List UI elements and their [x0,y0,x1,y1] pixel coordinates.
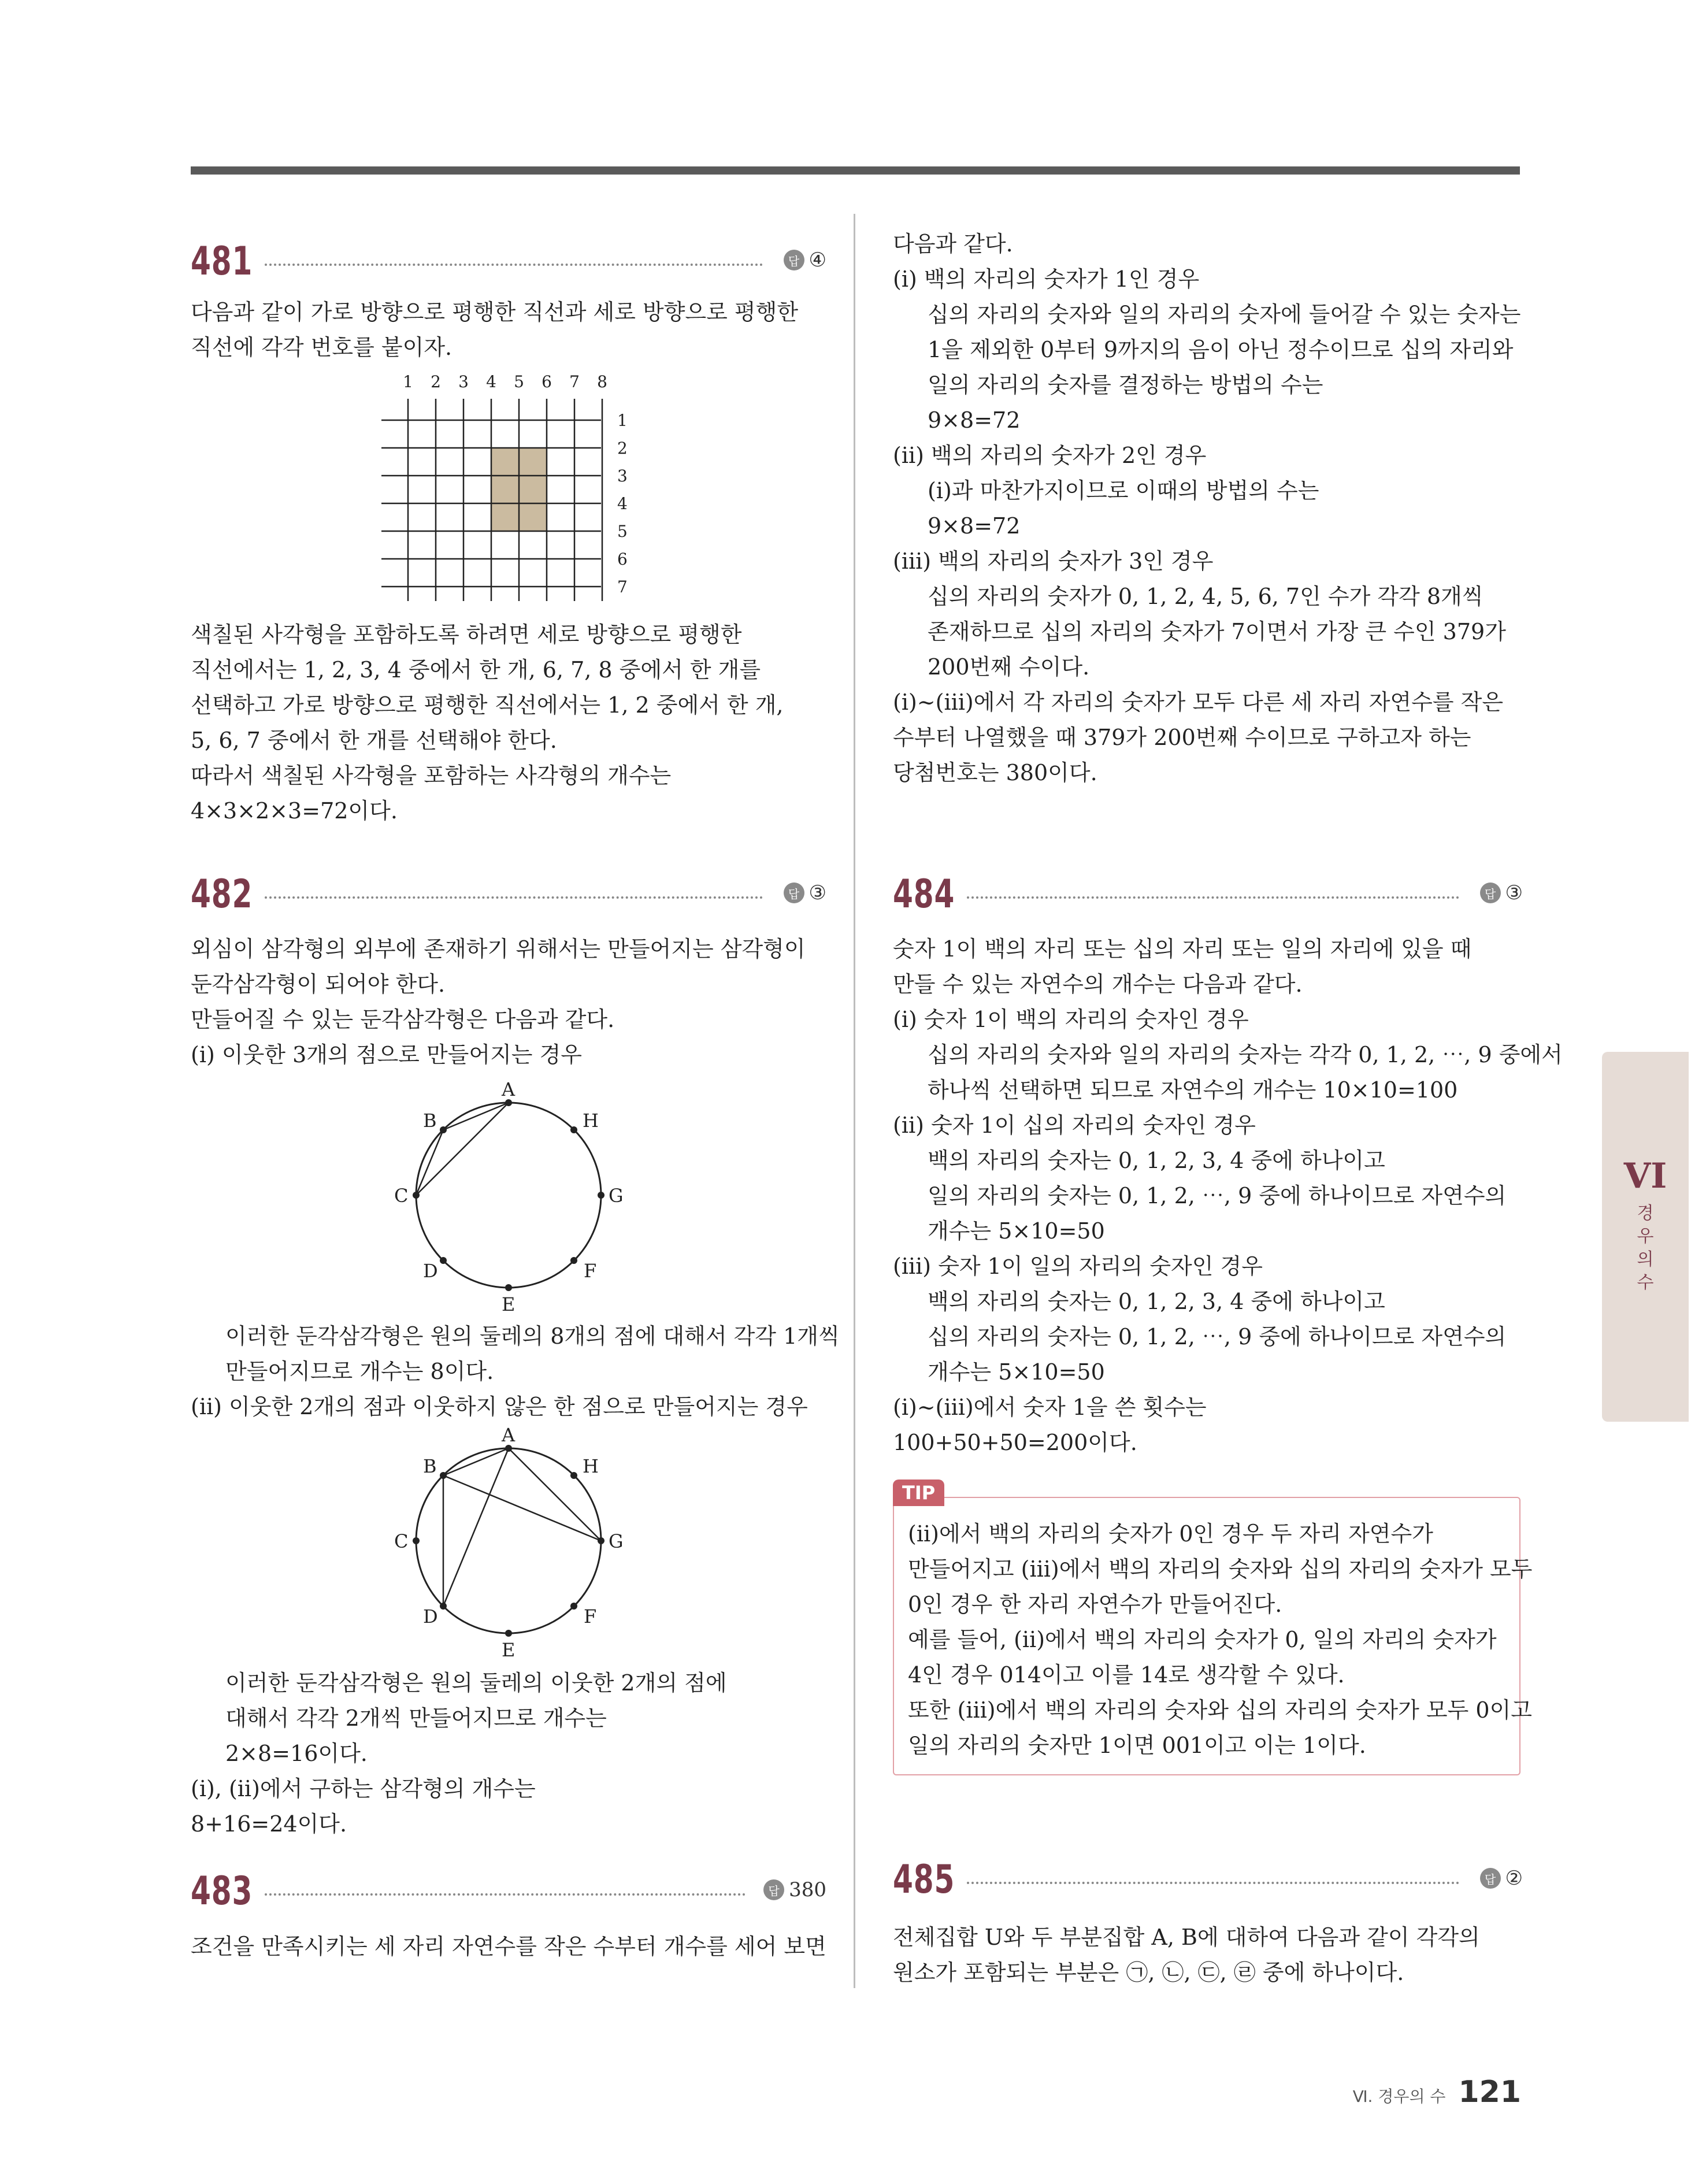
leader-dots [265,1893,746,1896]
problem-number: 481 [191,239,253,284]
problem-481-body [191,617,826,829]
text-line: 8+16=24이다. [191,1811,347,1837]
problem-482 [191,869,826,926]
text-line: 조건을 만족시키는 세 자리 자연수를 작은 수부터 개수를 세어 보면 [191,1934,826,1959]
problem-header [191,236,826,294]
problem-484 [893,869,1523,926]
text-line: (ⅲ) 백의 자리의 숫자가 3인 경우 [893,548,1214,574]
problem-483 [191,1866,826,1923]
text-line: 일의 자리의 숫자를 결정하는 방법의 수는 [928,372,1323,398]
text-line: 직선에 각각 번호를 붙이자. [191,335,453,360]
problem-number: 482 [191,872,253,917]
text-line: 개수는 5×10=50 [928,1359,1105,1385]
circle-figure-case2 [381,1426,647,1663]
text-line: 백의 자리의 숫자는 0, 1, 2, 3, 4 중에 하나이고 [928,1289,1385,1314]
problem-485-body [893,1920,1523,1990]
text-line: (ⅰ)과 마찬가지이므로 이때의 방법의 수는 [928,478,1319,503]
point-label: A [502,1426,515,1446]
text-line: 숫자 1이 백의 자리 또는 십의 자리 또는 일의 자리에 있을 때 [893,936,1472,962]
answer-badge: 답 [784,883,804,903]
problem-number: 484 [893,872,955,917]
point-label: H [583,1455,599,1477]
row-label: 7 [617,577,628,596]
text-line: (ⅰ) 이웃한 3개의 점으로 만들어지는 경우 [191,1042,582,1067]
chapter-roman: VI [1623,1156,1667,1196]
point-label: A [502,1081,515,1100]
text-line: 만들어질 수 있는 둔각삼각형은 다음과 같다. [191,1007,615,1032]
text-line: (ⅲ) 숫자 1이 일의 자리의 숫자인 경우 [893,1254,1263,1279]
col-label: 5 [514,372,524,391]
text-line: (ⅰ)~(ⅲ)에서 각 자리의 숫자가 모두 다른 세 자리 자연수를 작은 [893,689,1504,715]
row-label: 2 [617,439,628,458]
col-label: 8 [597,372,607,391]
point-label: F [584,1605,597,1627]
text-line: 십의 자리의 숫자와 일의 자리의 숫자는 각각 0, 1, 2, ⋯, 9 중에서 [928,1042,1563,1067]
text-line: 외심이 삼각형의 외부에 존재하기 위해서는 만들어지는 삼각형이 [191,936,806,962]
answer-badge: 답 [1480,1868,1501,1889]
chapter-title-vertical [1602,1202,1689,1295]
page-number: 121 [1458,2075,1521,2109]
text-line: 원소가 포함되는 부분은 ㉠, ㉡, ㉢, ㉣ 중에 하나이다. [893,1960,1404,1985]
point-label: D [423,1260,438,1282]
text-line: (ⅰ), (ⅱ)에서 구하는 삼각형의 개수는 [191,1776,536,1801]
problem-header [191,869,826,926]
answer [1480,881,1523,904]
tip-label: TIP [893,1480,944,1506]
text-line: 수부터 나열했을 때 379가 200번째 수이므로 구하고자 하는 [893,725,1471,750]
point-label: H [583,1110,599,1132]
text-line: (ⅰ) 숫자 1이 백의 자리의 숫자인 경우 [893,1007,1249,1032]
col-label: 2 [431,372,441,391]
tip-line: 또한 (ⅲ)에서 백의 자리의 숫자와 십의 자리의 숫자가 모두 0이고 [908,1697,1532,1723]
text-line: 따라서 색칠된 사각형을 포함하는 사각형의 개수는 [191,763,672,788]
footer-section: Ⅵ. 경우의 수 [1352,2087,1446,2106]
col-label: 7 [569,372,580,391]
col-label: 1 [403,372,413,391]
col-label: 4 [486,372,496,391]
tip-line: 0인 경우 한 자리 자연수가 만들어진다. [908,1592,1282,1617]
point-label: D [423,1605,438,1627]
text-line: 당첨번호는 380이다. [893,760,1097,785]
row-label: 3 [617,466,628,485]
col-label: 3 [458,372,469,391]
row-label: 4 [617,494,628,513]
text-line: 색칠된 사각형을 포함하도록 하려면 세로 방향으로 평행한 [191,622,742,647]
point-label: G [609,1185,624,1207]
text-line: 100+50+50=200이다. [893,1430,1137,1455]
text-line: (ⅱ) 이웃한 2개의 점과 이웃하지 않은 한 점으로 만들어지는 경우 [191,1394,808,1419]
answer-badge: 답 [784,250,804,270]
answer-value: ③ [809,881,826,904]
text-line: 전체집합 U와 두 부분집합 A, B에 대하여 다음과 같이 각각의 [893,1925,1480,1950]
problem-483-intro [191,1929,826,1964]
text-line: 만들어지므로 개수는 8이다. [225,1359,494,1384]
point-label: B [423,1110,437,1132]
problem-482-intro [191,932,826,1073]
point-label: B [423,1455,437,1477]
answer [763,1878,826,1901]
text-line: 십의 자리의 숫자는 0, 1, 2, ⋯, 9 중에 하나이므로 자연수의 [928,1324,1507,1349]
point-label: G [609,1530,624,1552]
text-line: 개수는 5×10=50 [928,1218,1105,1244]
point-label: C [394,1185,409,1207]
text-line: (ⅰ)~(ⅲ)에서 숫자 1을 쓴 횟수는 [893,1395,1207,1420]
text-line: 백의 자리의 숫자는 0, 1, 2, 3, 4 중에 하나이고 [928,1148,1385,1173]
top-rule [191,166,1520,175]
text-line: (ⅱ) 숫자 1이 십의 자리의 숫자인 경우 [893,1113,1256,1138]
text-line: 둔각삼각형이 되어야 한다. [191,972,446,997]
tip-box [893,1482,1533,1775]
row-label: 6 [617,550,628,569]
problem-482-case1 [191,1319,840,1425]
col-label: 6 [542,372,552,391]
point-label: E [502,1293,515,1315]
problem-481 [191,236,826,294]
chapter-char: 수 [1637,1273,1654,1293]
text-line: 일의 자리의 숫자는 0, 1, 2, ⋯, 9 중에 하나이므로 자연수의 [928,1183,1507,1208]
text-line: 9×8=72 [928,513,1021,539]
answer-value: ③ [1505,881,1523,904]
answer-value: 380 [789,1878,826,1901]
problem-481-intro [191,295,826,365]
leader-dots [967,896,1459,899]
leader-dots [967,1882,1459,1884]
text-line: 만들 수 있는 자연수의 개수는 다음과 같다. [893,972,1303,997]
answer-value: ② [1505,1867,1523,1890]
problem-485 [893,1854,1523,1912]
text-line: 4×3×2×3=72이다. [191,798,398,824]
text-line: 5, 6, 7 중에서 한 개를 선택해야 한다. [191,728,557,753]
text-line: 십의 자리의 숫자와 일의 자리의 숫자에 들어갈 수 있는 숫자는 [928,302,1521,327]
row-label: 1 [617,411,628,430]
answer-value: ④ [809,249,826,272]
tip-line: 일의 자리의 숫자만 1이면 001이고 이는 1이다. [908,1733,1366,1758]
point-label: E [502,1639,515,1661]
page-footer [1353,2075,1521,2109]
column-divider [854,214,855,1988]
answer [1480,1867,1523,1890]
problem-number: 483 [191,1868,253,1914]
text-line: 하나씩 선택하면 되므로 자연수의 개수는 10×10=100 [928,1077,1458,1103]
answer [784,249,826,272]
text-line: 존재하므로 십의 자리의 숫자가 7이면서 가장 큰 수인 379가 [928,619,1506,644]
leader-dots [265,896,763,899]
problem-number: 485 [893,1857,955,1903]
grid-figure [364,364,688,607]
chapter-char: 의 [1637,1249,1654,1270]
text-line: (ⅰ) 백의 자리의 숫자가 1인 경우 [893,266,1200,292]
leader-dots [265,264,763,266]
answer-badge: 답 [763,1879,784,1900]
point-label: F [584,1260,597,1282]
text-line: 다음과 같이 가로 방향으로 평행한 직선과 세로 방향으로 평행한 [191,299,799,325]
text-line: 대해서 각각 2개씩 만들어지므로 개수는 [225,1705,607,1731]
tip-line: 만들어지고 (ⅲ)에서 백의 자리의 숫자와 십의 자리의 숫자가 모두 [908,1556,1533,1582]
problem-header [191,1866,826,1923]
text-line: 9×8=72 [928,407,1021,433]
circle-figure-case1 [381,1081,647,1318]
tip-line: 4인 경우 014이고 이를 14로 생각할 수 있다. [908,1662,1345,1688]
problem-header [893,1854,1523,1912]
text-line: (ⅱ) 백의 자리의 숫자가 2인 경우 [893,443,1207,468]
problem-482-case2 [191,1666,826,1842]
problem-483-continued [893,227,1523,791]
problem-header [893,869,1523,926]
problem-484-body [893,932,1563,1460]
text-line: 이러한 둔각삼각형은 원의 둘레의 8개의 점에 대해서 각각 1개씩 [225,1323,840,1349]
chapter-char: 경 [1637,1203,1654,1223]
text-line: 선택하고 가로 방향으로 평행한 직선에서는 1, 2 중에서 한 개, [191,692,784,718]
row-label: 5 [617,522,628,541]
text-line: 2×8=16이다. [225,1741,368,1766]
text-line: 십의 자리의 숫자가 0, 1, 2, 4, 5, 6, 7인 수가 각각 8개씩 [928,584,1484,609]
answer [784,881,826,904]
text-line: 200번째 수이다. [928,654,1090,680]
point-label: C [394,1530,409,1552]
text-line: 직선에서는 1, 2, 3, 4 중에서 한 개, 6, 7, 8 중에서 한 개를 [191,657,761,683]
chapter-side-tab [1602,1052,1689,1422]
text-line: 1을 제외한 0부터 9까지의 음이 아닌 정수이므로 십의 자리와 [928,337,1514,362]
text-line: 다음과 같다. [893,231,1013,257]
chapter-char: 우 [1637,1226,1654,1247]
tip-line: (ⅱ)에서 백의 자리의 숫자가 0인 경우 두 자리 자연수가 [908,1521,1433,1547]
text-line: 이러한 둔각삼각형은 원의 둘레의 이웃한 2개의 점에 [225,1670,727,1696]
answer-badge: 답 [1480,883,1501,903]
tip-line: 예를 들어, (ⅱ)에서 백의 자리의 숫자가 0, 일의 자리의 숫자가 [908,1627,1497,1652]
